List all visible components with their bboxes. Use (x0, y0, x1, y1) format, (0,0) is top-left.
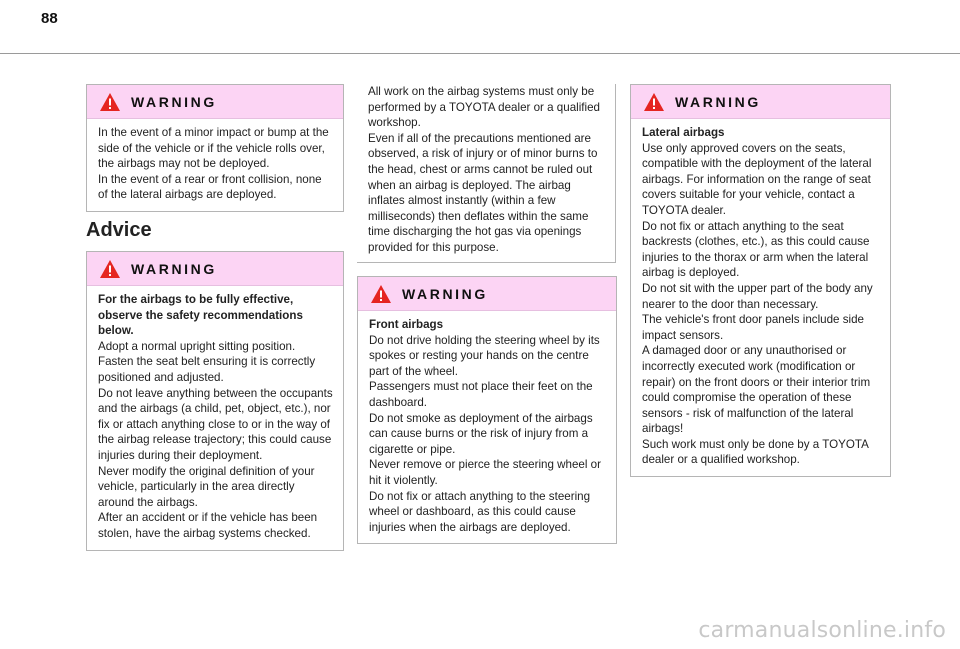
paragraph: Adopt a normal upright sitting position. (98, 339, 296, 353)
paragraph: Fasten the seat belt ensuring it is correctly positioned and adjusted. (98, 355, 316, 384)
paragraph: A damaged door or any unauthorised or incorrectly executed work (modification or repair) on the front doors or their interior trim could compromise the operation of these sensors - risk of malfunction of the lateral airbags! (642, 344, 871, 436)
warning-triangle-icon (643, 92, 665, 112)
warning-box-front-airbags (357, 276, 617, 544)
paragraph: Never modify the original definition of your vehicle, particularly in the area directly around the airbags. (98, 464, 315, 509)
paragraph: The vehicle's front door panels include side impact sensors. (642, 313, 864, 342)
warning-title: WARNING (675, 93, 761, 110)
warning-body (87, 286, 343, 550)
warning-body (358, 311, 616, 543)
paragraph: Even if all of the precautions mentioned are observed, a risk of injury or of minor burns to the head, chest or arms cannot be ruled out when an airbag is deployed. The airbag inflates almost instantly (within a few milliseconds) then deflates within the same time discharging the hot gas via openings provided for this purpose. (368, 131, 598, 254)
paragraph: Do not fix or attach anything to the seat backrests (clothes, etc.), as this could cause injuries to the thorax or arm when the lateral airbag is deployed. (642, 219, 870, 280)
paragraph: Do not leave anything between the occupants and the airbags (a child, pet, object, etc.), nor fix or attach anything close to or in the way of the airbag release trajectory; this could cause injuries during their deployment. (98, 386, 333, 462)
top-rule (0, 53, 960, 54)
paragraph: Do not drive holding the steering wheel by its spokes or resting your hands on the centre part of the wheel. (369, 333, 600, 378)
warning-header (87, 252, 343, 286)
warning-body (87, 119, 343, 211)
paragraph-lead: For the airbags to be fully effective, observe the safety recommendations below. (98, 293, 303, 338)
paragraph-lead: Front airbags (369, 318, 444, 331)
warning-box-recommendations (86, 251, 344, 551)
paragraph: Do not smoke as deployment of the airbags can cause burns or the risk of injury from a cigarette or pipe. (369, 411, 593, 456)
warning-triangle-icon (370, 284, 392, 304)
warning-triangle-icon (99, 259, 121, 279)
page-number: 88 (41, 10, 58, 27)
warning-header (87, 85, 343, 119)
warning-box-lateral-airbags (630, 84, 891, 477)
paragraph: Never remove or pierce the steering wheel or hit it violently. (369, 458, 601, 487)
paragraph: Do not sit with the upper part of the body any nearer to the door than necessary. (642, 281, 873, 311)
paragraph: Such work must only be done by a TOYOTA dealer or a qualified workshop. (642, 437, 869, 467)
watermark: carmanualsonline.info (698, 618, 946, 643)
paragraph: Passengers must not place their feet on the dashboard. (369, 380, 593, 409)
warning-title: WARNING (131, 260, 217, 277)
paragraph: Do not fix or attach anything to the steering wheel or dashboard, as this could cause injuries when the airbags are deployed. (369, 489, 591, 534)
warning-title: WARNING (131, 93, 217, 110)
airbag-info-text (357, 84, 616, 263)
warning-body (631, 119, 890, 476)
paragraph: Use only approved covers on the seats, compatible with the deployment of the lateral airbags. For information on the range of seat covers suitable for your vehicle, contact a TOYOTA dealer. (642, 141, 872, 217)
paragraph: In the event of a rear or front collision, none of the lateral airbags are deployed. (98, 172, 322, 202)
paragraph: After an accident or if the vehicle has been stolen, have the airbag systems checked. (98, 511, 318, 540)
warning-title: WARNING (402, 285, 488, 302)
warning-header (358, 277, 616, 311)
paragraph: In the event of a minor impact or bump at the side of the vehicle or if the vehicle rolls over, the airbags may not be deployed. (98, 126, 329, 171)
warning-triangle-icon (99, 92, 121, 112)
warning-header (631, 85, 890, 119)
paragraph: All work on the airbag systems must only be performed by a TOYOTA dealer or a qualified workshop. (368, 85, 600, 130)
warning-box-impact (86, 84, 344, 212)
section-heading-advice: Advice (86, 219, 152, 241)
paragraph-lead: Lateral airbags (642, 126, 725, 139)
